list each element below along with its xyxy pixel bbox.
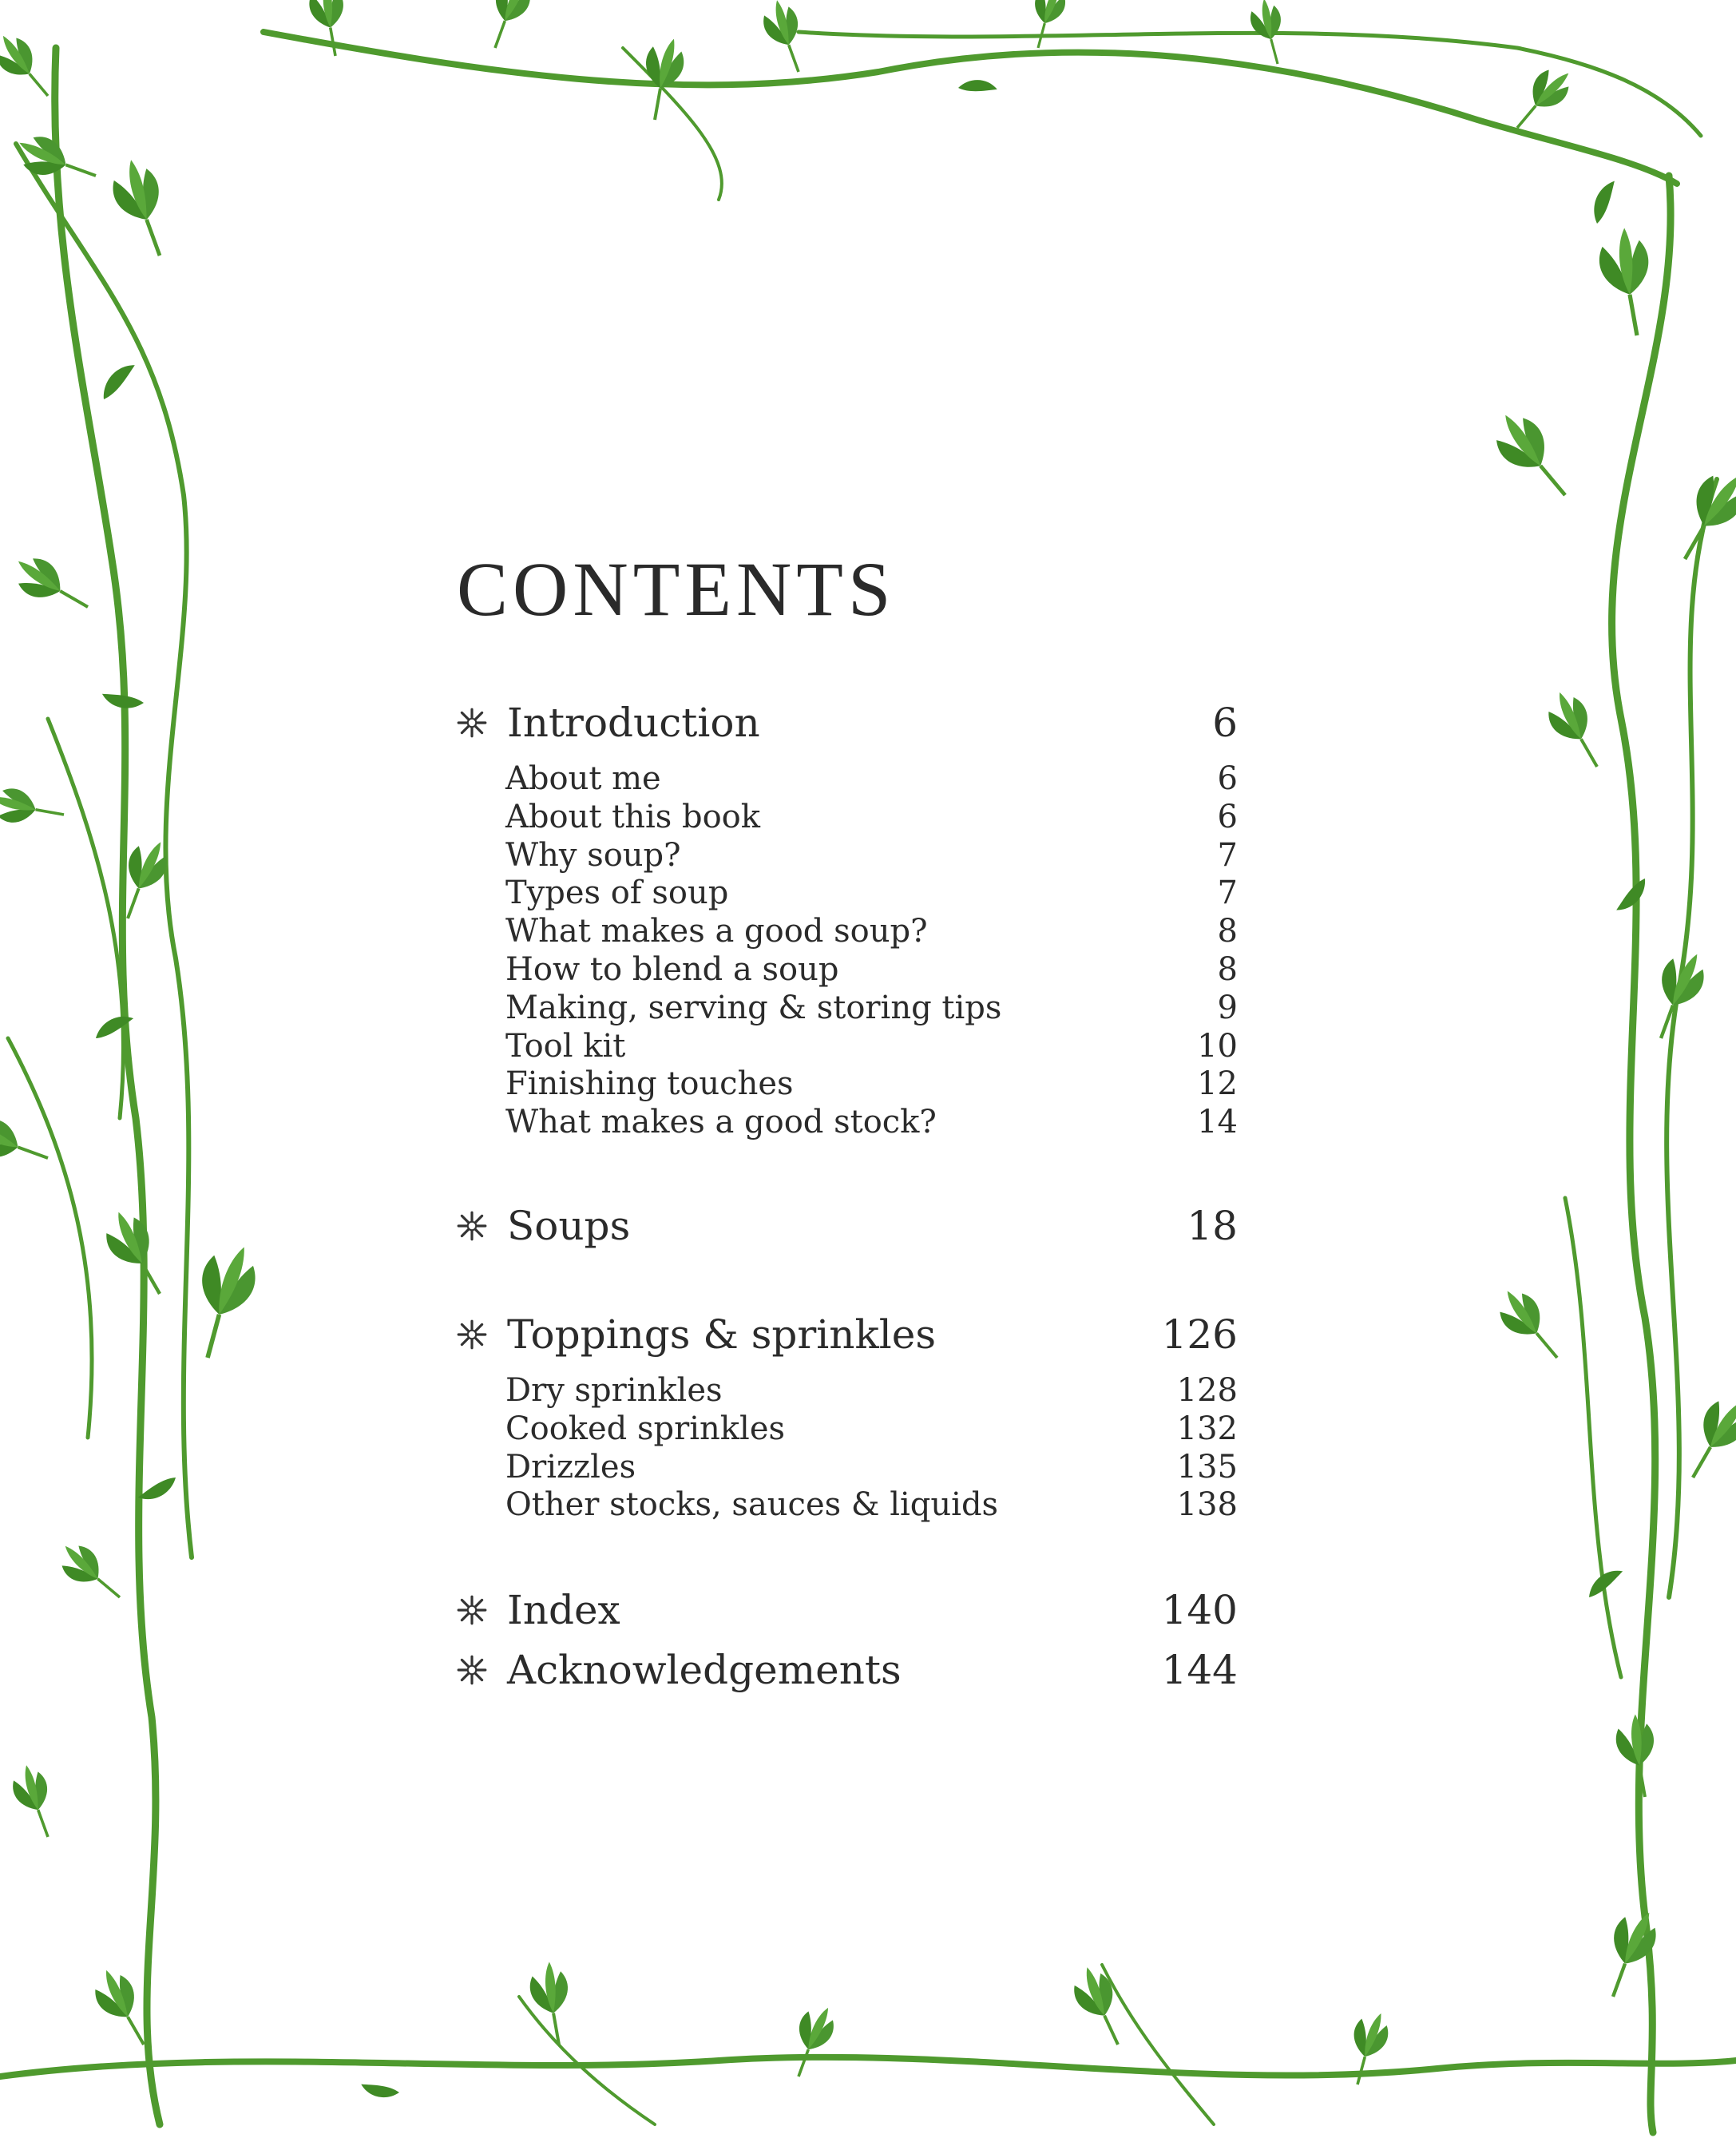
- toc-entry[interactable]: [505, 990, 1254, 1028]
- toc-entry[interactable]: [505, 1028, 1254, 1066]
- toc-entry-label: What makes a good stock?: [505, 1104, 937, 1141]
- toc-entry-label: Making, serving & storing tips: [505, 989, 1002, 1026]
- toc-entry-label: Tool kit: [505, 1027, 626, 1065]
- toc-page-number: 6: [1217, 798, 1238, 835]
- toc-section-label: Introduction: [507, 700, 760, 746]
- toc-page-number: 12: [1197, 1065, 1238, 1103]
- toc-entry-label: Other stocks, sauces & liquids: [505, 1486, 999, 1524]
- toc-entry[interactable]: [505, 1449, 1254, 1487]
- toc-subsection-list: [455, 1372, 1254, 1525]
- toc-section-label: Acknowledgements: [507, 1647, 902, 1694]
- toc-page-number: 8: [1217, 950, 1238, 988]
- toc-section-label: Toppings & sprinkles: [507, 1311, 937, 1358]
- toc-page-number: 138: [1176, 1486, 1238, 1524]
- toc-page-number: 144: [1161, 1647, 1238, 1694]
- toc-entry[interactable]: [505, 913, 1254, 951]
- toc-entry[interactable]: [505, 875, 1254, 913]
- toc-entry[interactable]: [505, 1486, 1254, 1525]
- toc-page-number: 128: [1176, 1371, 1238, 1409]
- asterisk-flower-icon: [455, 1209, 489, 1243]
- toc-entry[interactable]: [505, 1104, 1254, 1142]
- toc-page-number: 132: [1176, 1410, 1238, 1447]
- toc-page-number: 18: [1187, 1202, 1238, 1249]
- toc-section-toppings[interactable]: [455, 1307, 1254, 1363]
- toc-section-introduction[interactable]: [455, 695, 1254, 751]
- toc-page-number: 126: [1161, 1311, 1238, 1358]
- asterisk-flower-icon: [455, 706, 489, 740]
- toc-entry[interactable]: [505, 799, 1254, 837]
- toc-entry-label: Types of soup: [505, 875, 729, 912]
- toc-section-index[interactable]: [455, 1582, 1254, 1638]
- toc-page-number: 135: [1176, 1448, 1238, 1485]
- toc-page-number: 14: [1197, 1104, 1238, 1141]
- toc-entry[interactable]: [505, 951, 1254, 990]
- asterisk-flower-icon: [455, 1653, 489, 1687]
- toc-section-acknowledgements[interactable]: [455, 1642, 1254, 1698]
- toc-entry-label: Drizzles: [505, 1448, 636, 1485]
- toc-page-number: 140: [1161, 1587, 1238, 1634]
- toc-entry[interactable]: [505, 837, 1254, 875]
- toc-entry[interactable]: [505, 1410, 1254, 1449]
- toc-entry-label: About me: [505, 760, 661, 797]
- toc-entry-label: Finishing touches: [505, 1065, 794, 1103]
- toc-entry[interactable]: [505, 760, 1254, 799]
- asterisk-flower-icon: [455, 1593, 489, 1627]
- toc-page-number: 9: [1217, 989, 1238, 1026]
- toc-page-number: 6: [1212, 700, 1238, 746]
- toc-entry[interactable]: [505, 1065, 1254, 1104]
- toc-entry-label: About this book: [505, 798, 761, 835]
- toc-subsection-list: [455, 760, 1254, 1142]
- toc-entry[interactable]: [505, 1372, 1254, 1410]
- toc-page-number: 6: [1217, 760, 1238, 797]
- toc-page-number: 8: [1217, 913, 1238, 950]
- asterisk-flower-icon: [455, 1318, 489, 1351]
- toc-section-soups[interactable]: [455, 1198, 1254, 1254]
- toc-section-label: Index: [507, 1587, 620, 1634]
- page-title: CONTENTS: [457, 546, 896, 632]
- toc-entry-label: Dry sprinkles: [505, 1371, 723, 1409]
- toc-entry-label: Why soup?: [505, 836, 681, 874]
- toc-page-number: 7: [1217, 875, 1238, 912]
- toc-section-label: Soups: [507, 1202, 631, 1249]
- toc-entry-label: What makes a good soup?: [505, 913, 928, 950]
- toc-page-number: 10: [1197, 1027, 1238, 1065]
- toc-entry-label: Cooked sprinkles: [505, 1410, 786, 1447]
- table-of-contents: [455, 695, 1254, 1698]
- toc-entry-label: How to blend a soup: [505, 950, 839, 988]
- toc-page-number: 7: [1217, 836, 1238, 874]
